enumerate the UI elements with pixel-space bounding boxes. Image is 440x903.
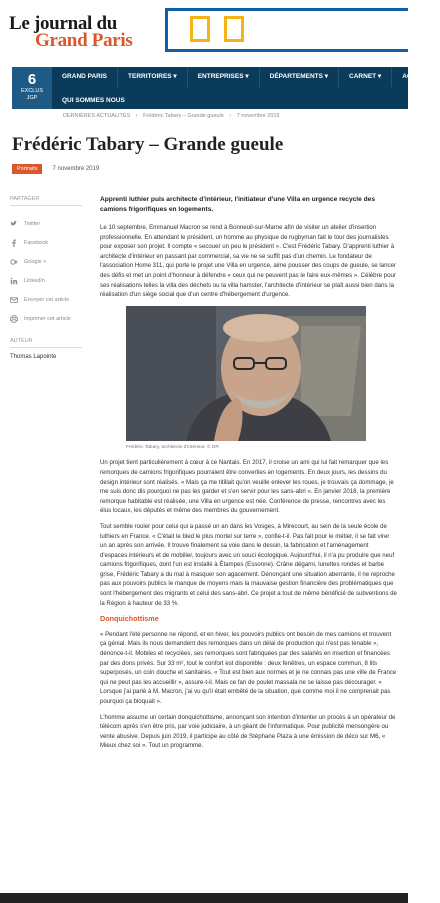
share-facebook[interactable]: [10, 235, 82, 251]
site-header: [0, 0, 408, 60]
nav-item-agenda[interactable]: AGENDA: [402, 73, 431, 80]
logo-line2: Grand Paris: [35, 30, 133, 51]
article-paragraph: Tout semble rouler pour celui qui a passé un an dans les Vosges, à Mirecourt, au sein de la seule école de luthiers en France. « C'était le bled le plus mortel sur terre », confie-t-il. Pas fait pour le métier, il se fait virer un an après son arrivée. Il trouve finalement sa voie dans le dessin, la fabrication et l'aménagement d'espaces intérieurs et de mobilier, toujours avec un souci écologique. Aujourd'hui, il n'a pu produire que neuf camions frigorifiques, dont l'un est installé à Étampes (Essonne). Crâne dégarni, lunettes rondes et barbe grise, Frédéric Tabary a du mal à masquer son agacement. Dénonçant une situation aberrante, il ne reproche pas aux pouvoirs publics le manque de moyens mais la mauvaise gestion financière des problématiques que sont l'hébergement des migrants et celui des sans-abri. Ce projet a tout de même bénéficié de subventions de la Région à hauteur de 33 %.: [100, 522, 397, 607]
ad-banner[interactable]: [165, 8, 408, 52]
author-label: AUTEUR: [10, 338, 82, 348]
article-paragraph: « Pendant l'été personne ne répond, et en hiver, les pouvoirs publics ont besoin de mes camions et trouvent ça génial. Mais ils nous demandent des remorques dans un délai de production qui n'est pas tenable », dénonce-t-il. Mobiles et recyclées, ses remorques sont fabriquées par des salariés en insertion et financées par des dons privés. Sur 33 m², tout le confort est disponible : deux fenêtres, un espace commun, 8 lits superposés, un coin douche et sanitaires. « Tout est bien aux normes et je ne connais pas une ville de France qui ne peut pas les accueillir », assure-t-il. Mais ce fan de poulet massala ne se laisse pas décourager. « Lorsque j'ai parlé à M. Macron, j'ai vu qu'il était embêté de la situation, que comme moi il ne comprenait pas pourquoi ça bloquait ».: [100, 630, 397, 705]
share-linkedin[interactable]: [10, 273, 82, 289]
share-linkedin-label: LinkedIn: [24, 278, 45, 284]
photo-caption: Frédéric Tabary, architecte d'intérieur. © DR: [126, 444, 219, 450]
exclusive-badge[interactable]: [12, 67, 52, 109]
mail-icon: [10, 296, 18, 304]
article-paragraph: Le 10 septembre, Emmanuel Macron se rend à Bonneuil-sur-Marne afin de visiter un atelier d'insertion professionnelle. En attendant le président, un homme au physique de rugbyman fait le tour des journalistes pour exposer son projet. Il compte « secouer un peu le président ». C'est Frédéric Tabary. D'apprenti luthier à architecte d'intérieur en passant par commercial, sa vie ne se suffit pas d'un chemin. Le fondateur de l'association Home 311, qui porte le projet une Villa en urgence, aime pousser des coups de gueule, se lancer des défis et met un point d'honneur à défendre « ceux qui ne peuvent pas le faire eux-mêmes ». Célèbre pour ses réalisations telles la villa des déchets ou la villa hamster, l'architecte d'intérieur se plaît aussi bien dans la réalisation d'un siège social que d'un centre d'hébergement d'urgence.: [100, 224, 396, 299]
breadcrumb-section[interactable]: DERNIÈRES ACTUALITÉS: [63, 113, 131, 119]
article-paragraph: Un projet tient particulièrement à cœur à ce Nantais. En 2017, il croise un ami qui lui fait remarquer que les remorques de camions frigorifiques pourraient être converties en logements. En deux jours, les dessins du design intérieur sont réalisés. « Mais ça me titillait qu'on veuille enlever les roues, je trouvais ça dommage, je me suis donc dis pourquoi ne pas les garder et s'en servir pour les sans-abri ». En janvier 2018, la première remorque habitable est réalisée, une Villa en urgence est née. Conférence de presse, rencontres avec les élus locaux, les députés et même des membres du gouvernement.: [100, 459, 394, 515]
breadcrumb-separator: ›: [229, 113, 232, 119]
article-date: 7 novembre 2019: [52, 166, 100, 172]
nav-row-2: [52, 89, 135, 109]
nav-row: [52, 67, 440, 87]
site-logo[interactable]: [9, 14, 133, 50]
badge-number: 6: [27, 71, 37, 88]
breadcrumb-current: Frédéric Tabary – Grande gueule: [143, 113, 224, 119]
google-plus-icon: [10, 258, 18, 266]
breadcrumb-separator: ›: [135, 113, 138, 119]
share-print-label: Imprimer cet article: [24, 316, 71, 322]
share-google-plus[interactable]: [10, 254, 82, 270]
author-block: [10, 338, 82, 360]
nav-item-grand-paris[interactable]: GRAND PARIS: [52, 67, 118, 87]
facebook-icon: [10, 239, 18, 247]
share-twitter[interactable]: [10, 216, 82, 232]
print-icon: [10, 315, 18, 323]
twitter-icon: [10, 220, 18, 228]
portrait-photo: [126, 306, 366, 441]
author-name[interactable]: Thomas Lapointe: [10, 354, 57, 360]
badge-line2: JGP: [26, 95, 38, 101]
share-print[interactable]: [10, 311, 82, 327]
article-paragraph: L'homme assume un certain donquichottisme, annonçant son intention d'intenter un procès à un opérateur de télécom après s'en être pris, par voie judiciaire, à un géant de l'informatique. Pour publicité mensongère ou vente abusive. Depuis juin 2019, il participe au côté de Stéphane Plaza à une émission de déco sur M6, « Mieux chez soi ». Tout un programme.: [100, 713, 396, 750]
nav-item-entreprises[interactable]: ENTREPRISES ▾: [188, 67, 260, 87]
article-subheading: Donquichottisme: [100, 614, 159, 624]
share-sidebar: [10, 196, 82, 330]
main-nav: [12, 67, 431, 109]
share-google-plus-label: Google +: [24, 259, 47, 265]
share-email[interactable]: [10, 292, 82, 308]
nav-item-carnet[interactable]: CARNET ▾: [339, 67, 392, 87]
footer-bar: [0, 893, 408, 903]
category-tag[interactable]: Portraits: [12, 164, 42, 174]
portrait-illustration: [126, 306, 366, 441]
nav-item-qui-sommes-nous[interactable]: QUI SOMMES NOUS: [62, 97, 125, 104]
nav-item-territoires[interactable]: TERRITOIRES ▾: [118, 67, 188, 87]
article-lead: Apprenti luthier puis architecte d'intérieur, l'initiateur d'une Villa en urgence recycle des camions frigorifiques en logements.: [100, 196, 376, 213]
ad-frame-shape: [224, 16, 244, 42]
breadcrumb-date: 7 novembre 2019: [236, 113, 280, 119]
page-title: Frédéric Tabary – Grande gueule: [12, 134, 284, 155]
logo-line1: Le journal du: [9, 13, 118, 34]
badge-line1: EXCLUS: [20, 88, 43, 94]
article-body: [100, 195, 397, 757]
share-email-label: Envoyer cet article: [24, 297, 70, 303]
linkedin-icon: [10, 277, 18, 285]
ad-frame-shape: [190, 16, 210, 42]
share-twitter-label: Twitter: [24, 221, 41, 227]
share-facebook-label: Facebook: [24, 240, 49, 246]
share-label: PARTAGER: [10, 196, 82, 206]
breadcrumb: [63, 113, 280, 119]
nav-item-departements[interactable]: DÉPARTEMENTS ▾: [260, 67, 339, 87]
article-meta: [12, 164, 99, 174]
